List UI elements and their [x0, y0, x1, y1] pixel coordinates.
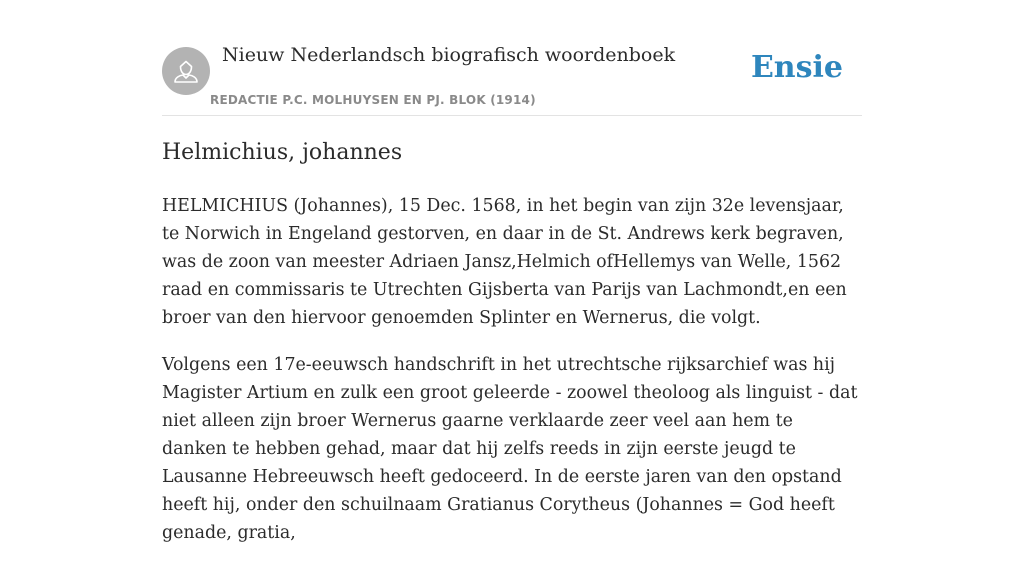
brand-logo[interactable]: Ensie: [750, 50, 843, 85]
paragraph: Volgens een 17e-eeuwsch handschrift in het utrechtsche rijksarchief was hij Magister Artium en zulk een groot geleerde - zoowel theoloog als linguist - dat niet alleen zijn broer Wernerus gaarne verklaarde zeer veel aan hem te danken te hebben gehad, maar dat hij zelfs reeds in zijn eerste jeugd te Lausanne Hebreeuwsch heeft gedoceerd. In de eerste jaren van den opstand heeft hij, onder den schuilnaam Gratianus Corytheus (Johannes = God heeft genade, gratia,: [162, 355, 858, 543]
user-silhouette-icon: [162, 47, 210, 95]
book-byline: REDACTIE P.C. MOLHUYSEN EN PJ. BLOK (1914): [210, 93, 536, 107]
book-title[interactable]: Nieuw Nederlandsch biografisch woordenboek: [222, 44, 676, 66]
entry-title: Helmichius, johannes: [162, 140, 403, 165]
author-avatar: [162, 47, 210, 95]
entry-body: [162, 192, 862, 566]
paragraph: HELMICHIUS (Johannes), 15 Dec. 1568, in het begin van zijn 32e levensjaar, te Norwich in Engeland gestorven, en daar in de St. Andrews kerk begraven, was de zoon van meester Adriaen Jansz,Helmich ofHellemys van Welle, 1562 raad en commissaris te Utrechten Gijsberta van Parijs van Lachmondt,en een broer van den hiervoor genoemden Splinter en Wernerus, die volgt.: [162, 196, 847, 328]
header-divider: [162, 115, 862, 116]
